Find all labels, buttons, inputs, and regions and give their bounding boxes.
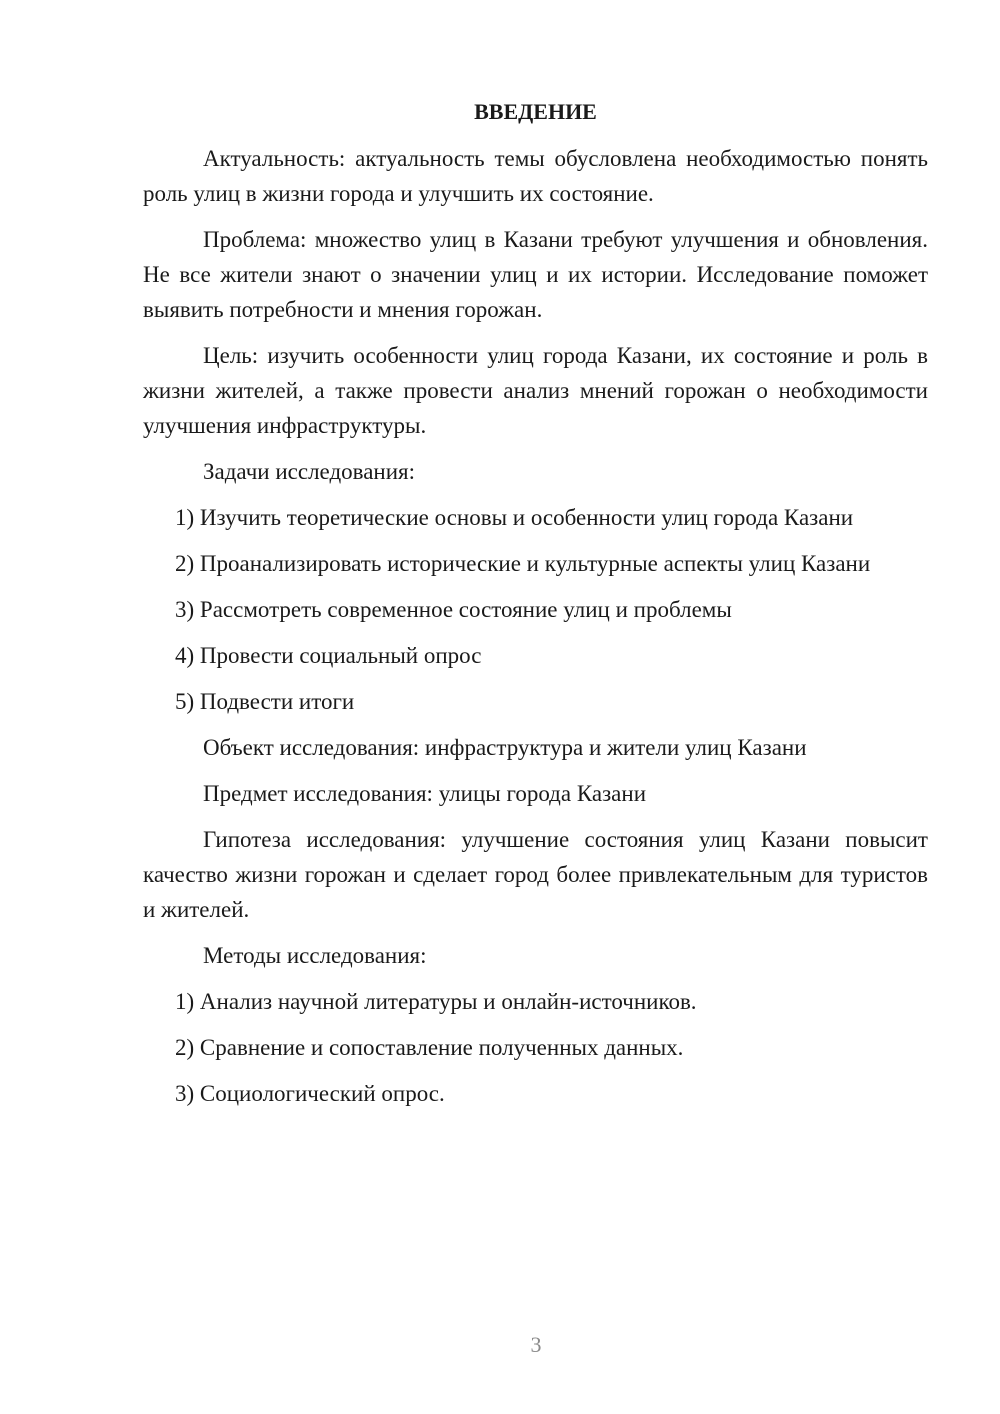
- method-item: 2) Сравнение и сопоставление полученных данных.: [175, 1035, 684, 1060]
- relevance-paragraph: Актуальность: актуальность темы обусловлена необходимостью понять роль улиц в жизни города и улучшить их состояние.: [143, 146, 928, 206]
- page-content: [143, 94, 928, 1122]
- section-title: ВВЕДЕНИЕ: [474, 99, 597, 124]
- methods-heading: Методы исследования:: [203, 943, 427, 968]
- method-item: 1) Анализ научной литературы и онлайн-источников.: [175, 989, 697, 1014]
- goal-paragraph: Цель: изучить особенности улиц города Казани, их состояние и роль в жизни жителей, а также провести анализ мнений горожан о необходимости улучшения инфраструктуры.: [143, 343, 928, 438]
- object-paragraph: Объект исследования: инфраструктура и жители улиц Казани: [203, 735, 807, 760]
- subject-paragraph: Предмет исследования: улицы города Казани: [203, 781, 646, 806]
- hypothesis-paragraph: Гипотеза исследования: улучшение состояния улиц Казани повысит качество жизни горожан и сделает город более привлекательным для туристов и жителей.: [143, 827, 928, 922]
- method-item: 3) Социологический опрос.: [175, 1081, 445, 1106]
- task-item: 4) Провести социальный опрос: [175, 643, 482, 668]
- task-item: 2) Проанализировать исторические и культурные аспекты улиц Казани: [175, 551, 871, 576]
- task-item: 3) Рассмотреть современное состояние улиц и проблемы: [175, 597, 732, 622]
- page-number: 3: [530, 1332, 542, 1357]
- tasks-heading: Задачи исследования:: [203, 459, 416, 484]
- task-item: 5) Подвести итоги: [175, 689, 355, 714]
- problem-paragraph: Проблема: множество улиц в Казани требуют улучшения и обновления. Не все жители знают о значении улиц и их истории. Исследование поможет выявить потребности и мнения горожан.: [143, 227, 928, 322]
- task-item: 1) Изучить теоретические основы и особенности улиц города Казани: [175, 505, 854, 530]
